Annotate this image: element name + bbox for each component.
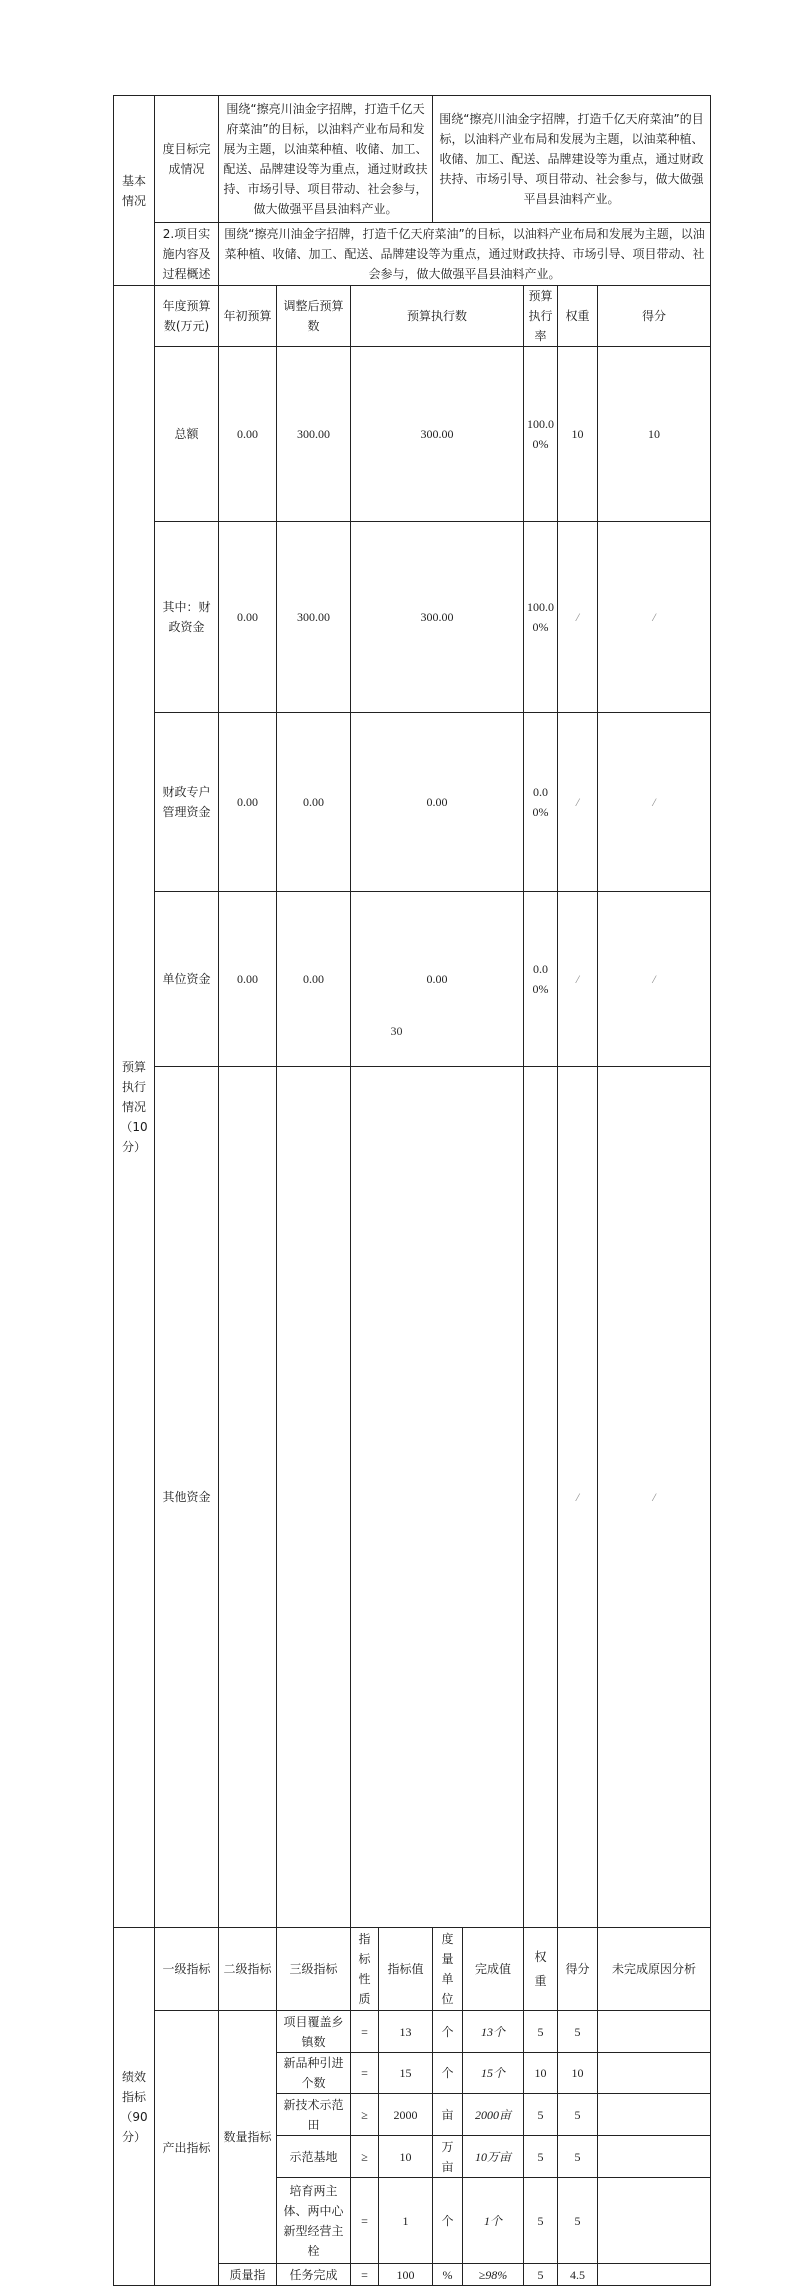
- perf-value: 13: [379, 2011, 433, 2053]
- budget-row: [114, 892, 711, 1067]
- perf-level1: 产出指标: [155, 2011, 219, 2286]
- perf-weight: 10: [524, 2053, 558, 2094]
- budget-row: [114, 1067, 711, 1928]
- budget-weight: /: [558, 521, 598, 713]
- perf-reason: [598, 2053, 711, 2094]
- budget-adjusted: 0.00: [277, 892, 351, 1067]
- budget-header-year: 年度预算数(万元): [155, 286, 219, 347]
- perf-weight: 5: [524, 2264, 558, 2286]
- perf-header-score: 得分: [558, 1928, 598, 2011]
- perf-score: 5: [558, 2136, 598, 2178]
- perf-header-level2: 二级指标: [219, 1928, 277, 2011]
- budget-initial: [219, 1067, 277, 1928]
- perf-unit: 个: [433, 2011, 463, 2053]
- perf-level3: 新技术示范田: [277, 2094, 351, 2136]
- perf-unit: 亩: [433, 2094, 463, 2136]
- target-completion-text: 围绕“擦亮川油金字招牌，打造千亿天府菜油”的目标，以油料产业布局和发展为主题，以油菜种植、收储、加工、配送、品牌建设等为重点，通过财政扶持、市场引导、项目带动、社会参与，做大做强平昌县油料产业。: [219, 96, 433, 223]
- perf-level3: 新品种引进个数: [277, 2053, 351, 2094]
- perf-header-actual: 完成值: [463, 1928, 524, 2011]
- budget-weight: /: [558, 892, 598, 1067]
- perf-header-nature: 指标性质: [351, 1928, 379, 2011]
- budget-row-name: 其中：财政资金: [155, 521, 219, 713]
- perf-nature: =: [351, 2011, 379, 2053]
- budget-initial: 0.00: [219, 713, 277, 892]
- perf-nature: ≥: [351, 2136, 379, 2178]
- budget-section-label: 预算执行情况（10分）: [114, 286, 155, 1928]
- budget-adjusted: 300.00: [277, 347, 351, 522]
- budget-row: [114, 347, 711, 522]
- perf-level2-quantity: 数量指标: [219, 2011, 277, 2264]
- perf-nature: =: [351, 2264, 379, 2286]
- target-completion-text-side: 围绕“擦亮川油金字招牌，打造千亿天府菜油”的目标，以油料产业布局和发展为主题，以油菜种植、收储、加工、配送、品牌建设等为重点，通过财政扶持、市场引导、项目带动、社会参与，做大做强平昌县油料产业。: [433, 96, 711, 223]
- perf-actual: 15个: [463, 2053, 524, 2094]
- perf-score: 10: [558, 2053, 598, 2094]
- budget-adjusted: 0.00: [277, 713, 351, 892]
- perf-weight: 5: [524, 2178, 558, 2264]
- budget-header-executed: 预算执行数: [351, 286, 524, 347]
- perf-actual: ≥98%: [463, 2264, 524, 2286]
- budget-executed: [351, 1067, 524, 1928]
- implementation-text: 围绕“擦亮川油金字招牌，打造千亿天府菜油”的目标，以油料产业布局和发展为主题，以油菜种植、收储、加工、配送、品牌建设等为重点，通过财政扶持、市场引导、项目带动、社会参与，做大做强平昌县油料产业。: [219, 223, 711, 286]
- perf-score: 4.5: [558, 2264, 598, 2286]
- perf-value: 15: [379, 2053, 433, 2094]
- perf-reason: [598, 2136, 711, 2178]
- budget-initial: 0.00: [219, 521, 277, 713]
- perf-row: [114, 2011, 711, 2053]
- perf-level3: 示范基地: [277, 2136, 351, 2178]
- performance-evaluation-table: [113, 95, 711, 2286]
- perf-weight: 5: [524, 2136, 558, 2178]
- perf-weight: 5: [524, 2011, 558, 2053]
- perf-score: 5: [558, 2011, 598, 2053]
- budget-executed: 300.00: [351, 521, 524, 713]
- perf-actual: 13个: [463, 2011, 524, 2053]
- budget-rate: 0.00%: [524, 892, 558, 1067]
- budget-header-initial: 年初预算: [219, 286, 277, 347]
- budget-adjusted: [277, 1067, 351, 1928]
- basic-section-label: 基本情况: [114, 96, 155, 286]
- perf-reason: [598, 2094, 711, 2136]
- implementation-label: 2.项目实施内容及过程概述: [155, 223, 219, 286]
- perf-value: 100: [379, 2264, 433, 2286]
- perf-level3: 任务完成: [277, 2264, 351, 2286]
- perf-unit: 个: [433, 2053, 463, 2094]
- budget-row-name: 总额: [155, 347, 219, 522]
- perf-unit: 万亩: [433, 2136, 463, 2178]
- budget-initial: 0.00: [219, 892, 277, 1067]
- budget-executed: 0.00: [351, 713, 524, 892]
- perf-header-unit: 度量单位: [433, 1928, 463, 2011]
- perf-value: 2000: [379, 2094, 433, 2136]
- budget-rate: 100.00%: [524, 347, 558, 522]
- perf-header-reason: 未完成原因分析: [598, 1928, 711, 2011]
- budget-weight: 10: [558, 347, 598, 522]
- budget-score: /: [598, 892, 711, 1067]
- target-completion-label: 度目标完成情况: [155, 96, 219, 223]
- perf-actual: 1个: [463, 2178, 524, 2264]
- budget-row-name: 财政专户管理资金: [155, 713, 219, 892]
- page-number: 30: [390, 1024, 403, 1038]
- perf-header-weight: 权重: [524, 1928, 558, 2011]
- perf-value: 1: [379, 2178, 433, 2264]
- budget-header-weight: 权重: [558, 286, 598, 347]
- budget-adjusted: 300.00: [277, 521, 351, 713]
- perf-score: 5: [558, 2094, 598, 2136]
- budget-header-score: 得分: [598, 286, 711, 347]
- perf-nature: ≥: [351, 2094, 379, 2136]
- budget-score: /: [598, 521, 711, 713]
- perf-value: 10: [379, 2136, 433, 2178]
- budget-rate: 100.00%: [524, 521, 558, 713]
- perf-level2-quality: 质量指: [219, 2264, 277, 2286]
- budget-score: 10: [598, 347, 711, 522]
- perf-unit: 个: [433, 2178, 463, 2264]
- budget-row: [114, 521, 711, 713]
- perf-header-level3: 三级指标: [277, 1928, 351, 2011]
- perf-nature: =: [351, 2053, 379, 2094]
- perf-level3: 项目覆盖乡镇数: [277, 2011, 351, 2053]
- budget-rate: [524, 1067, 558, 1928]
- perf-level3: 培育两主体、两中心新型经营主栓: [277, 2178, 351, 2264]
- budget-header-adjusted: 调整后预算数: [277, 286, 351, 347]
- perf-score: 5: [558, 2178, 598, 2264]
- budget-weight: /: [558, 713, 598, 892]
- perf-actual: 10万亩: [463, 2136, 524, 2178]
- perf-unit: %: [433, 2264, 463, 2286]
- performance-section-label: 绩效指标（90分）: [114, 1928, 155, 2286]
- budget-initial: 0.00: [219, 347, 277, 522]
- budget-executed: 300.00: [351, 347, 524, 522]
- budget-score: /: [598, 713, 711, 892]
- budget-rate: 0.00%: [524, 713, 558, 892]
- budget-score: /: [598, 1067, 711, 1928]
- budget-row: [114, 713, 711, 892]
- perf-reason: [598, 2178, 711, 2264]
- perf-nature: =: [351, 2178, 379, 2264]
- perf-weight: 5: [524, 2094, 558, 2136]
- perf-reason: [598, 2011, 711, 2053]
- perf-actual: 2000亩: [463, 2094, 524, 2136]
- budget-weight: /: [558, 1067, 598, 1928]
- perf-header-level1: 一级指标: [155, 1928, 219, 2011]
- budget-executed: 0.00: [351, 892, 524, 1067]
- budget-row-name: 单位资金: [155, 892, 219, 1067]
- budget-header-rate: 预算执行率: [524, 286, 558, 347]
- perf-reason: [598, 2264, 711, 2286]
- perf-header-value: 指标值: [379, 1928, 433, 2011]
- budget-row-name: 其他资金: [155, 1067, 219, 1928]
